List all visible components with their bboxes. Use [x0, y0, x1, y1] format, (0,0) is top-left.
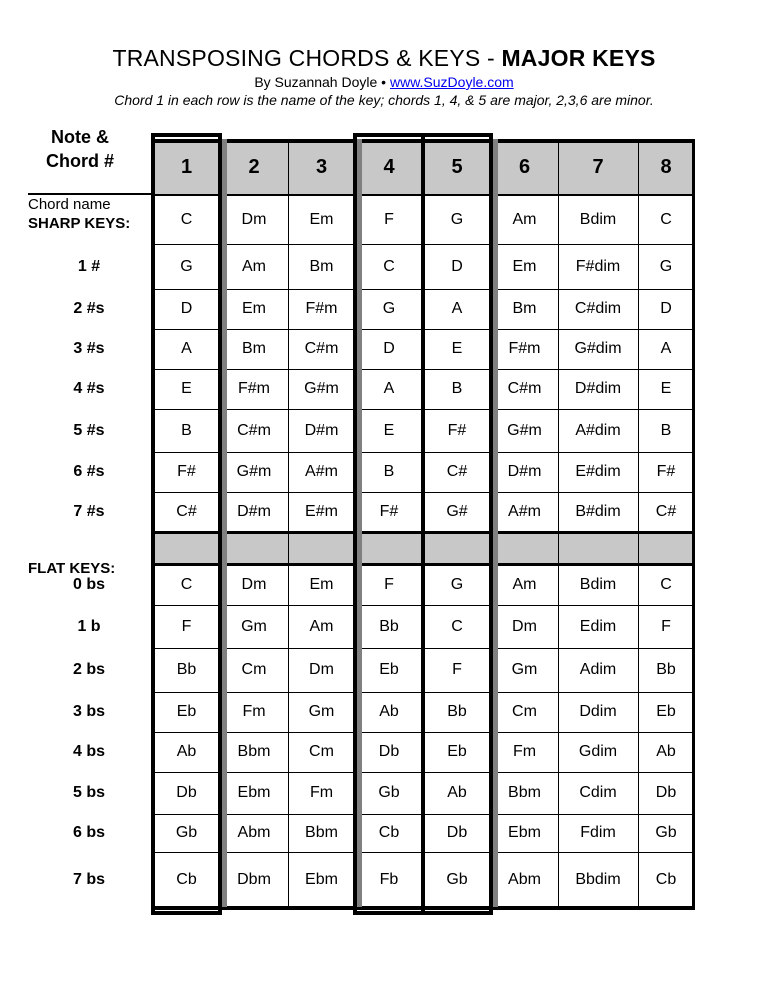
- chord-cell: A#m: [508, 503, 541, 520]
- chord-cell: Fdim: [580, 824, 616, 841]
- chord-cell: C: [660, 210, 672, 228]
- chord-cell: Am: [309, 617, 334, 635]
- chord-cell: Bm: [309, 257, 334, 275]
- chord-cell: C#: [446, 463, 468, 480]
- column-header: 6: [518, 156, 531, 178]
- chord-cell: Em: [512, 257, 537, 275]
- chord-cell: Cm: [512, 703, 537, 720]
- row-label: 4 #s: [73, 380, 105, 397]
- row-label: 7 bs: [72, 871, 105, 888]
- row-label: 5 bs: [72, 784, 105, 801]
- chord-cell: Dm: [241, 576, 267, 593]
- chord-cell: Db: [176, 784, 197, 801]
- chord-cell: C: [383, 257, 395, 275]
- chord-cell: G#m: [236, 463, 272, 480]
- page-title-main: TRANSPOSING CHORDS & KEYS -: [112, 45, 502, 71]
- chord-cell: Eb: [447, 743, 467, 760]
- chord-cell: F: [452, 661, 462, 678]
- chord-cell: Abm: [237, 824, 271, 841]
- chord-cell: Am: [512, 210, 537, 228]
- chord-cell: Gdim: [578, 743, 618, 760]
- chord-cell: Bm: [512, 300, 537, 317]
- chord-cell: Adim: [579, 661, 617, 678]
- chord-cell: Db: [378, 743, 400, 760]
- chord-cell: Bb: [656, 661, 676, 678]
- row-label: 3 bs: [72, 703, 105, 720]
- chord-cell: C: [180, 576, 193, 593]
- chord-cell: E#dim: [575, 463, 621, 480]
- chord-cell: F: [661, 617, 671, 635]
- column-divider-gray: [357, 139, 362, 907]
- column-header: 1: [180, 156, 193, 178]
- chord-cell: D: [180, 300, 193, 317]
- highlight-column-border: [353, 133, 357, 915]
- chord-cell: Bbm: [305, 824, 338, 841]
- chord-cell: A: [451, 300, 463, 317]
- column-header: 5: [451, 156, 463, 178]
- chord-cell: Ab: [176, 743, 197, 760]
- column-divider: [638, 139, 639, 907]
- chord-cell: Ebm: [305, 870, 338, 888]
- chord-cell: Ebm: [237, 784, 271, 801]
- chord-cell: E: [181, 380, 192, 397]
- chord-cell: Cm: [241, 661, 267, 678]
- page-title-bold: MAJOR KEYS: [501, 45, 656, 71]
- chord-cell: Bb: [176, 661, 197, 678]
- row-label: 1 b: [77, 618, 101, 635]
- chord-cell: Gb: [175, 824, 198, 841]
- row-label: 4 bs: [72, 743, 105, 760]
- chord-cell: F#m: [508, 340, 541, 357]
- chord-cell: Abm: [508, 870, 541, 888]
- chord-cell: Dm: [512, 617, 537, 635]
- chord-cell: D#m: [304, 421, 339, 439]
- chord-cell: A: [383, 380, 395, 397]
- chord-cell: Ddim: [579, 703, 617, 720]
- chord-cell: G: [450, 576, 464, 593]
- column-divider-gray: [493, 139, 498, 907]
- chord-cell: F: [181, 617, 192, 635]
- chord-cell: Gm: [308, 703, 335, 720]
- highlight-column-border: [489, 133, 493, 915]
- chord-cell: Bm: [242, 340, 266, 357]
- chord-cell: Dm: [309, 661, 334, 678]
- highlight-column-border: [421, 133, 425, 915]
- chord-cell: C#m: [304, 340, 339, 357]
- column-divider: [288, 139, 289, 907]
- chord-cell: Ab: [656, 743, 676, 760]
- chord-cell: C#: [655, 503, 677, 520]
- chord-cell: C#m: [507, 380, 542, 397]
- header-label-note: Note &: [51, 127, 109, 147]
- chord-cell: G#: [446, 503, 468, 520]
- chord-cell: A#m: [305, 463, 338, 480]
- chord-cell: Gb: [655, 824, 677, 841]
- chord-cell: E#m: [305, 503, 338, 520]
- chord-cell: Bb: [379, 617, 399, 635]
- subtitle: Chord 1 in each row is the name of the key; chords 1, 4, & 5 are major, 2,3,6 are minor.: [114, 92, 654, 108]
- chord-cell: Edim: [579, 617, 617, 635]
- chord-cell: Fm: [512, 743, 537, 760]
- chord-cell: C#: [176, 503, 197, 520]
- chord-cell: Em: [309, 210, 334, 228]
- chord-cell: G: [659, 257, 673, 275]
- chord-cell: Bbm: [508, 784, 541, 801]
- chord-cell: D#m: [507, 463, 542, 480]
- row-label: 3 #s: [73, 340, 105, 357]
- chord-cell: B: [660, 421, 672, 439]
- highlight-column-border: [423, 133, 491, 137]
- chord-cell: G#dim: [574, 340, 622, 357]
- column-header: 2: [248, 156, 260, 178]
- row-label: 1 #: [77, 258, 101, 275]
- chord-cell: Em: [309, 576, 334, 593]
- chord-cell: C#dim: [574, 300, 622, 317]
- column-header: 7: [592, 156, 604, 178]
- chord-cell: Gm: [241, 617, 267, 635]
- sharp-keys-label: SHARP KEYS:: [28, 215, 131, 232]
- highlight-column-border: [151, 133, 155, 915]
- chord-cell: D: [383, 340, 395, 357]
- chord-cell: Bdim: [579, 576, 617, 593]
- row-label: 5 #s: [73, 422, 105, 439]
- chord-cell: Am: [512, 576, 537, 593]
- chord-cell: C: [180, 210, 193, 228]
- chord-cell: B: [181, 421, 192, 439]
- column-divider-gray: [222, 139, 227, 907]
- chord-cell: F#: [379, 503, 399, 520]
- chord-cell: D#dim: [574, 380, 622, 397]
- chord-cell: Ebm: [508, 824, 541, 841]
- row-label: 6 #s: [73, 463, 105, 480]
- chord-cell: Ab: [379, 703, 399, 720]
- highlight-column-border: [355, 911, 423, 915]
- chord-cell: E: [383, 421, 395, 439]
- chord-cell: Db: [655, 784, 677, 801]
- chord-cell: B#dim: [575, 503, 621, 520]
- chord-cell: B: [451, 380, 463, 397]
- chord-cell: A: [660, 340, 672, 357]
- byline-author: By Suzannah Doyle •: [254, 74, 390, 90]
- chord-cell: Db: [446, 824, 468, 841]
- chord-cell: Gb: [378, 784, 400, 801]
- header-label-chord-number: Chord #: [45, 151, 114, 171]
- chord-name-label: Chord name: [28, 196, 111, 213]
- chord-cell: A: [181, 340, 192, 357]
- row-label: 2 #s: [73, 300, 105, 317]
- chord-cell: Gb: [446, 870, 468, 888]
- row-label: 6 bs: [72, 824, 105, 841]
- website-link[interactable]: www.SuzDoyle.com: [389, 74, 514, 90]
- chord-cell: G: [450, 210, 464, 228]
- chord-cell: F#: [447, 421, 467, 439]
- chord-cell: Eb: [176, 703, 197, 720]
- chord-cell: Eb: [656, 703, 676, 720]
- chord-cell: Em: [242, 300, 266, 317]
- chord-cell: Bb: [447, 703, 467, 720]
- chord-cell: Fb: [379, 870, 399, 888]
- chord-cell: Eb: [379, 661, 399, 678]
- row-label: 0 bs: [72, 576, 105, 593]
- chord-cell: F#: [656, 463, 676, 480]
- table-border-right: [692, 139, 695, 910]
- chord-cell: G: [180, 257, 193, 275]
- chord-cell: C: [660, 576, 672, 593]
- chord-cell: E: [660, 380, 672, 397]
- chord-cell: G#m: [507, 421, 542, 439]
- chord-cell: Fm: [242, 703, 266, 720]
- chord-cell: F: [384, 210, 394, 228]
- chord-cell: Fm: [309, 784, 334, 801]
- chord-cell: D: [660, 300, 672, 317]
- chord-cell: G: [382, 300, 396, 317]
- chord-cell: Cb: [176, 870, 197, 888]
- highlight-column-border: [355, 133, 423, 137]
- highlight-column-border: [218, 133, 222, 915]
- chord-cell: F#m: [238, 380, 270, 397]
- chord-cell: C: [451, 617, 463, 635]
- row-label: 2 bs: [72, 661, 105, 678]
- chord-cell: B: [383, 463, 395, 480]
- chord-cell: D: [451, 257, 463, 275]
- chord-cell: C#m: [237, 421, 271, 439]
- chord-cell: Cb: [655, 870, 677, 888]
- highlight-column-border: [153, 911, 220, 915]
- highlight-column-border: [153, 133, 220, 137]
- chord-cell: Cb: [378, 824, 400, 841]
- chord-cell: Bdim: [579, 210, 617, 228]
- column-divider: [558, 139, 559, 907]
- column-header: 3: [315, 156, 328, 178]
- flat-keys-label: FLAT KEYS:: [28, 560, 116, 577]
- chord-cell: Ab: [447, 784, 467, 801]
- chord-cell: F#: [177, 463, 196, 480]
- chord-cell: F#m: [305, 300, 338, 317]
- row-label: 7 #s: [73, 503, 105, 520]
- chord-cell: Bbdim: [575, 870, 621, 888]
- chord-cell: G#m: [304, 380, 339, 397]
- chord-cell: Bbm: [237, 743, 271, 760]
- chord-cell: F#dim: [575, 257, 621, 275]
- chord-cell: F: [384, 576, 394, 593]
- column-header: 4: [383, 156, 395, 178]
- chord-cell: Dm: [241, 210, 267, 228]
- chord-cell: D#m: [237, 503, 271, 520]
- chord-cell: Cm: [309, 743, 334, 760]
- chord-cell: Cdim: [579, 784, 617, 801]
- chord-cell: Gm: [511, 661, 538, 678]
- highlight-column-border: [423, 911, 491, 915]
- chord-cell: A#dim: [575, 421, 621, 439]
- chord-cell: E: [451, 340, 463, 357]
- chord-cell: Am: [242, 257, 266, 275]
- chord-cell: Dbm: [237, 870, 271, 888]
- column-header: 8: [660, 156, 672, 178]
